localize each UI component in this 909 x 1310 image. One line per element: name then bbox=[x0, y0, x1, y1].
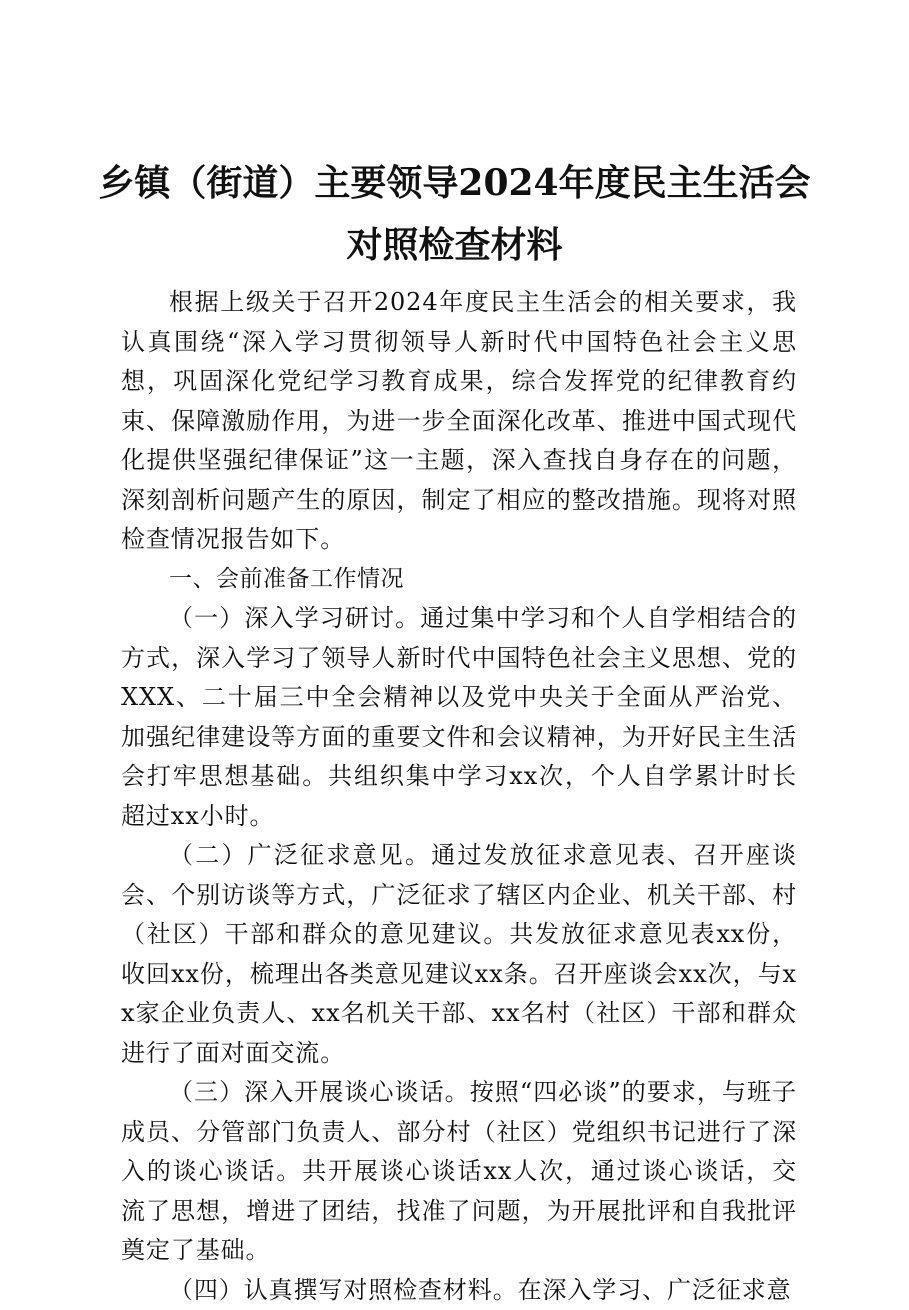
item-heading-1: （一）深入学习研讨。 bbox=[169, 604, 420, 632]
item-text-3: 按照“四必谈”的要求，与班子成员、分管部门负责人、部分村（社区）党组织书记进行了深入的谈心谈话。共开展谈心谈话xx人次，通过谈心谈话，交流了思想，增进了团结，找准了问题，为开展批评和自我批评奠定了基础。 bbox=[121, 1078, 797, 1264]
item-text-1: 通过集中学习和个人自学相结合的方式，深入学习了领导人新时代中国特色社会主义思想、党的XXX、二十届三中全会精神以及党中央关于全面从严治党、加强纪律建设等方面的重要文件和会议精神，为开好民主生活会打牢思想基础。共组织集中学习xx次，个人自学累计时长超过xx小时。 bbox=[121, 604, 797, 830]
item-paragraph-3 bbox=[121, 1073, 797, 1271]
item-heading-2: （二）广泛征求意见。 bbox=[169, 841, 431, 869]
section-heading-1: 一、会前准备工作情况 bbox=[121, 560, 797, 600]
item-paragraph-4 bbox=[121, 1271, 797, 1310]
title-line-1: 乡镇（街道）主要领导2024年度民主生活会 bbox=[0, 155, 909, 211]
document-title bbox=[0, 155, 909, 273]
title-line-2: 对照检查材料 bbox=[0, 217, 909, 273]
intro-paragraph: 根据上级关于召开2024年度民主生活会的相关要求，我认真围绕“深入学习贯彻领导人新时代中国特色社会主义思想，巩固深化党纪学习教育成果，综合发挥党的纪律教育约束、保障激励作用，为进一步全面深化改革、推进中国式现代化提供坚强纪律保证”这一主题，深入查找自身存在的问题，深刻剖析问题产生的原因，制定了相应的整改措施。现将对照检查情况报告如下。 bbox=[121, 283, 797, 560]
item-text-2: 通过发放征求意见表、召开座谈会、个别访谈等方式，广泛征求了辖区内企业、机关干部、村（社区）干部和群众的意见建议。共发放征求意见表xx份，收回xx份，梳理出各类意见建议xx条。召开座谈会xx次，与xx家企业负责人、xx名机关干部、xx名村（社区）干部和群众进行了面对面交流。 bbox=[121, 841, 797, 1067]
document-body bbox=[121, 283, 797, 1310]
item-heading-3: （三）深入开展谈心谈话。 bbox=[169, 1078, 470, 1106]
item-heading-4: （四）认真撰写对照检查材料。 bbox=[169, 1276, 518, 1304]
item-paragraph-2 bbox=[121, 836, 797, 1073]
item-paragraph-1 bbox=[121, 599, 797, 836]
item-text-4: 在深入学习、广泛征求意 bbox=[518, 1276, 792, 1304]
